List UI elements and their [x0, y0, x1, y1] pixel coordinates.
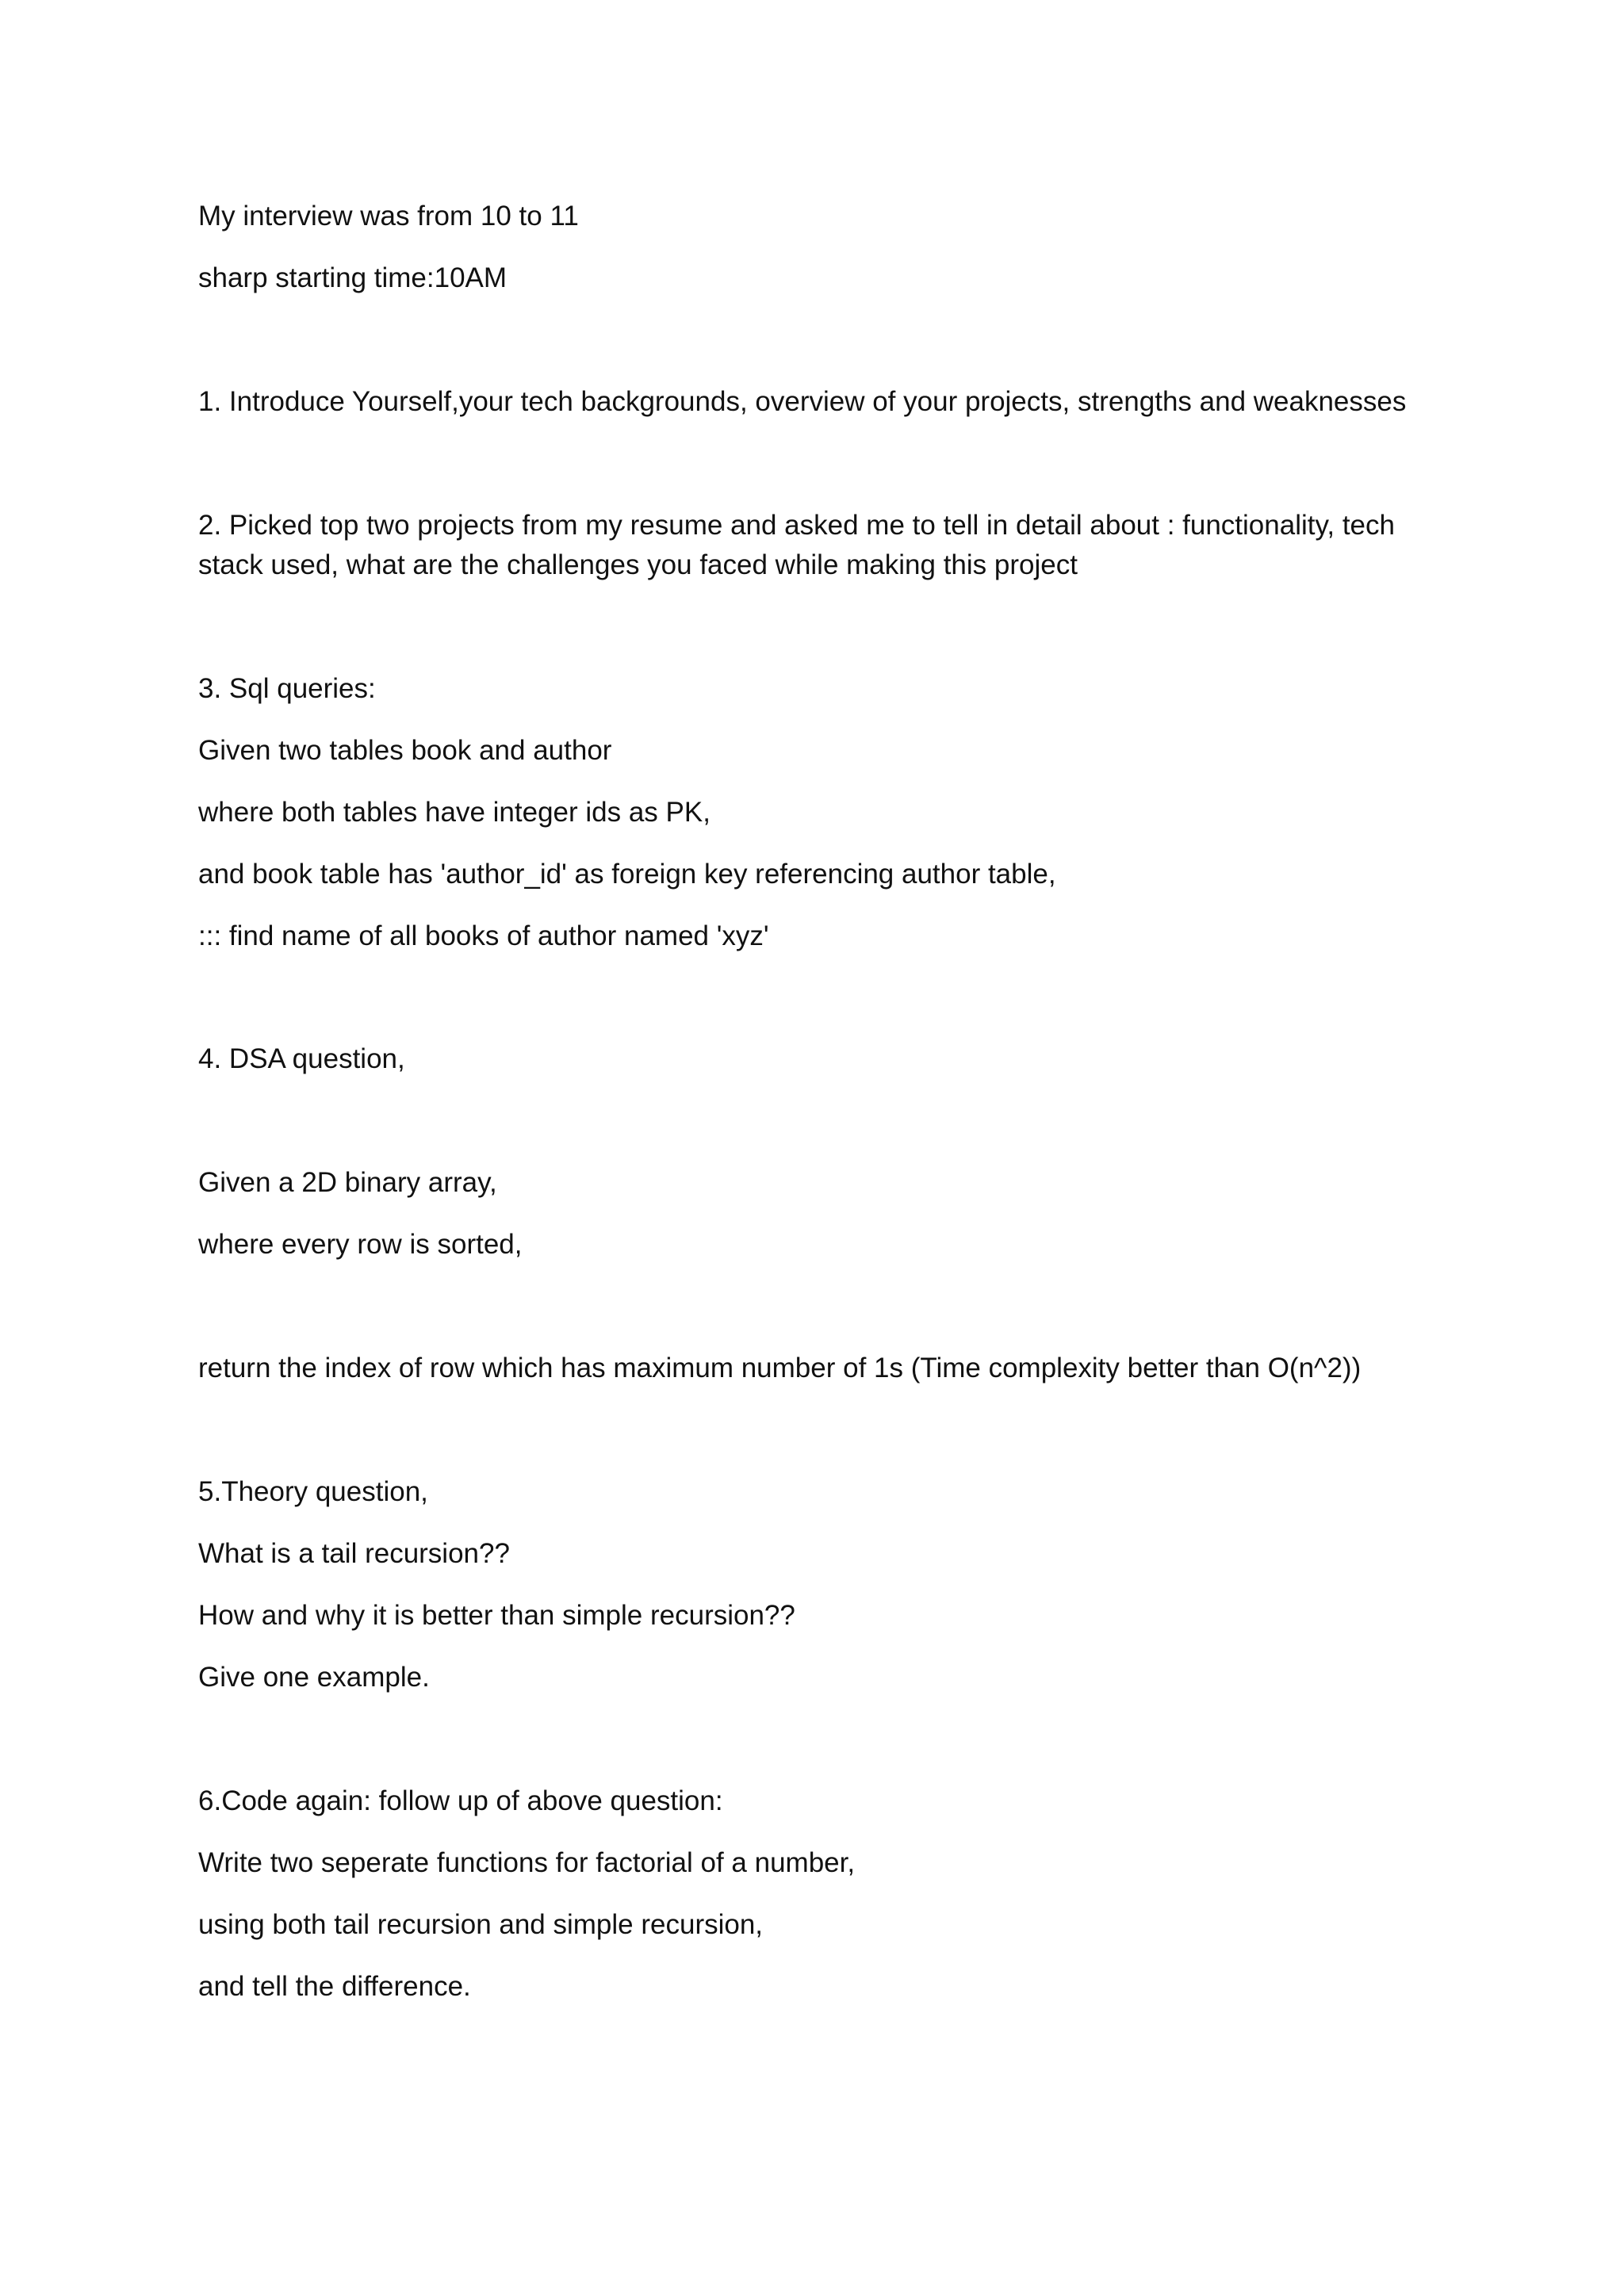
question-3-line-3: and book table has 'author_id' as foreign key referencing author table, [198, 859, 1056, 890]
question-6-line-3: and tell the difference. [198, 1971, 471, 2002]
question-2-line-1: 2. Picked top two projects from my resume and asked me to tell in detail about : functionality, tech [198, 510, 1395, 541]
question-3-line-4: ::: find name of all books of author named 'xyz' [198, 920, 769, 951]
text-line-start-time: sharp starting time:10AM [198, 262, 508, 293]
question-2-line-2: stack used, what are the challenges you faced while making this project [198, 549, 1078, 580]
question-6-line-2: using both tail recursion and simple recursion, [198, 1909, 764, 1940]
question-5-heading: 5.Theory question, [198, 1476, 428, 1507]
question-3-line-1: Given two tables book and author [198, 735, 612, 766]
question-3-heading: 3. Sql queries: [198, 673, 376, 704]
question-5-line-1: What is a tail recursion?? [198, 1538, 510, 1569]
question-4-heading: 4. DSA question, [198, 1043, 405, 1074]
question-6-heading: 6.Code again: follow up of above question: [198, 1785, 723, 1816]
text-line-interview-time: My interview was from 10 to 11 [198, 201, 579, 232]
question-4-line-1: Given a 2D binary array, [198, 1167, 497, 1198]
question-5-line-3: Give one example. [198, 1662, 430, 1693]
question-4-line-2: where every row is sorted, [198, 1229, 523, 1260]
question-3-line-2: where both tables have integer ids as PK, [198, 797, 710, 828]
question-6-line-1: Write two seperate functions for factorial of a number, [198, 1847, 856, 1878]
question-4-line-3: return the index of row which has maximum number of 1s (Time complexity better than O(n^2)) [198, 1353, 1362, 1383]
question-1-line: 1. Introduce Yourself,your tech backgrounds, overview of your projects, strengths and weaknesses [198, 386, 1407, 417]
question-5-line-2: How and why it is better than simple recursion?? [198, 1600, 795, 1631]
